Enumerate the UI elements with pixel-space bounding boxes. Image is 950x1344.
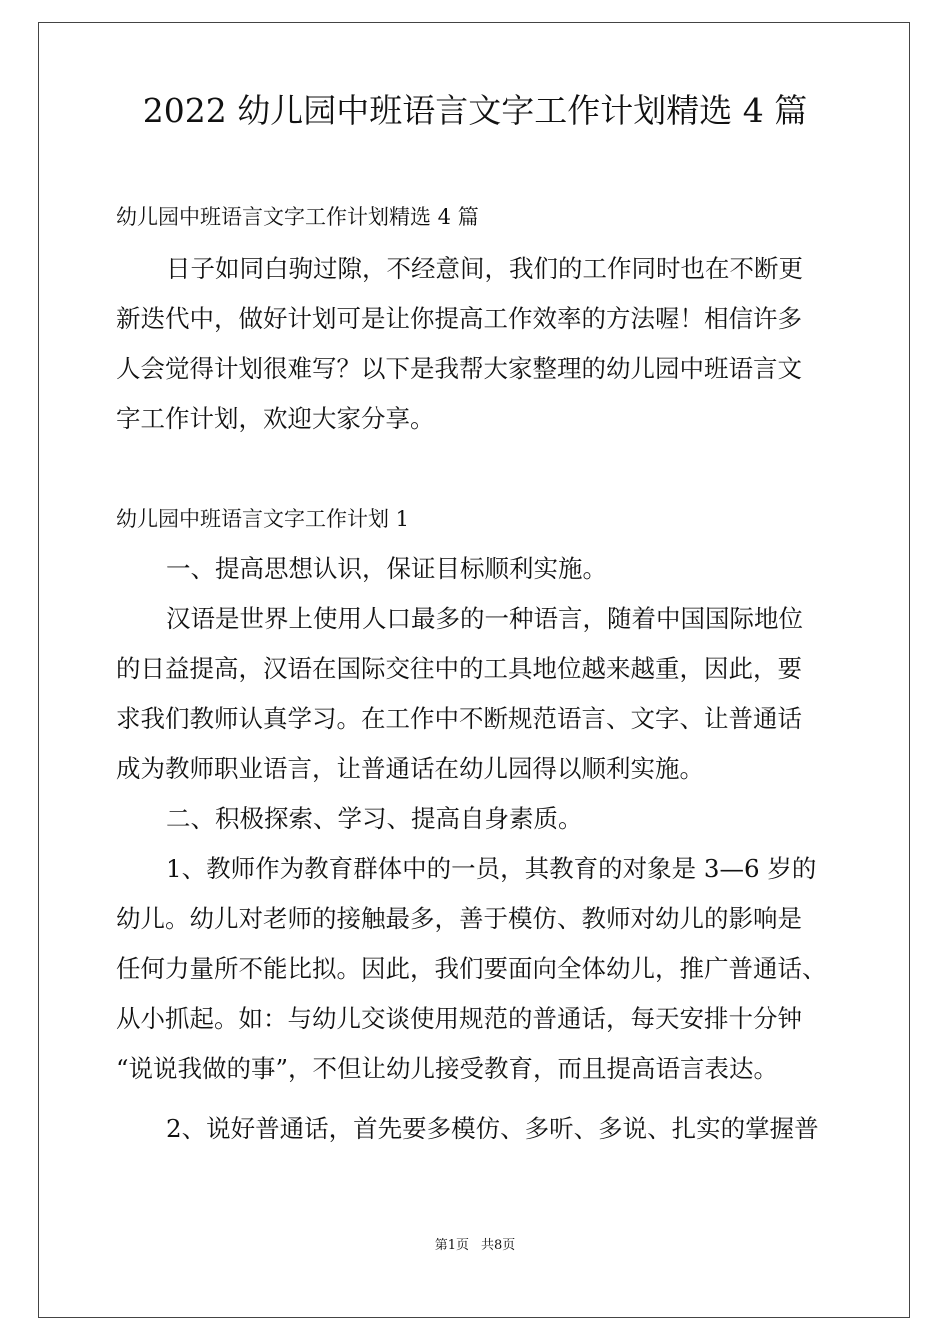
- body-paragraph-line: 求我们教师认真学习。在工作中不断规范语言、文字、让普通话: [116, 704, 802, 733]
- intro-paragraph-line: 字工作计划，欢迎大家分享。: [116, 404, 435, 433]
- document-title: 2022 幼儿园中班语言文字工作计划精选 4 篇: [142, 91, 808, 130]
- intro-paragraph-line: 新迭代中，做好计划可是让你提高工作效率的方法喔！相信许多: [116, 304, 802, 333]
- subsection-heading: 一、提高思想认识，保证目标顺利实施。: [166, 554, 607, 583]
- intro-paragraph-line: 人会觉得计划很难写？以下是我帮大家整理的幼儿园中班语言文: [116, 354, 802, 383]
- body-paragraph-line: 从小抓起。如：与幼儿交谈使用规范的普通话，每天安排十分钟: [116, 1004, 802, 1033]
- section-heading: 幼儿园中班语言文字工作计划 1: [116, 507, 410, 531]
- body-paragraph-line: 的日益提高，汉语在国际交往中的工具地位越来越重，因此，要: [116, 654, 802, 683]
- document-subtitle: 幼儿园中班语言文字工作计划精选 4 篇: [116, 205, 479, 229]
- intro-paragraph-line: 日子如同白驹过隙，不经意间，我们的工作同时也在不断更: [166, 254, 803, 283]
- body-paragraph-line: 成为教师职业语言，让普通话在幼儿园得以顺利实施。: [116, 754, 704, 783]
- page-footer: [40, 1236, 910, 1256]
- body-paragraph-line: 1、教师作为教育群体中的一员，其教育的对象是 3—6 岁的: [166, 854, 817, 883]
- page-total: 共8页: [481, 1238, 516, 1253]
- page-number: 第1页: [434, 1238, 469, 1253]
- body-paragraph-line: “说说我做的事”，不但让幼儿接受教育，而且提高语言表达。: [116, 1054, 779, 1083]
- body-paragraph-line: 幼儿。幼儿对老师的接触最多，善于模仿、教师对幼儿的影响是: [116, 904, 802, 933]
- subsection-heading: 二、积极探索、学习、提高自身素质。: [166, 804, 583, 833]
- body-paragraph-line: 2、说好普通话，首先要多模仿、多听、多说、扎实的掌握普: [166, 1114, 819, 1143]
- body-paragraph-line: 汉语是世界上使用人口最多的一种语言，随着中国国际地位: [166, 604, 803, 633]
- body-paragraph-line: 任何力量所不能比拟。因此，我们要面向全体幼儿，推广普通话、: [116, 954, 827, 983]
